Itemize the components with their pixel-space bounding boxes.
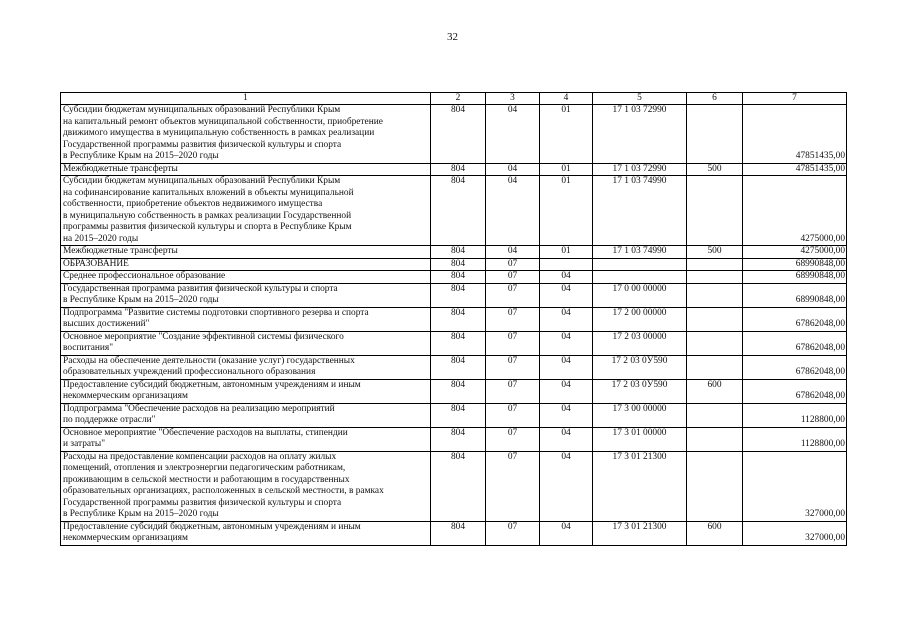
- row-name: Расходы на обеспечение деятельности (оказание услуг) государственных образовательных учреждений профессионального образования: [61, 355, 431, 379]
- ministry-code: 804: [431, 331, 486, 355]
- amount-value: 327000,00: [743, 521, 847, 545]
- subsection-code: 04: [540, 355, 593, 379]
- amount-value: 1128800,00: [743, 403, 847, 427]
- row-name: Межбюджетные трансферты: [61, 246, 431, 259]
- ministry-code: 804: [431, 379, 486, 403]
- amount-value: 68990848,00: [743, 258, 847, 271]
- expense-type-code: [687, 307, 743, 331]
- section-code: 07: [486, 258, 540, 271]
- section-code: 04: [486, 163, 540, 176]
- column-header: 1: [61, 93, 431, 105]
- row-name: ОБРАЗОВАНИЕ: [61, 258, 431, 271]
- expense-type-code: 500: [687, 163, 743, 176]
- row-name: Межбюджетные трансферты: [61, 163, 431, 176]
- column-header: 2: [431, 93, 486, 105]
- ministry-code: 804: [431, 283, 486, 307]
- subsection-code: 01: [540, 163, 593, 176]
- row-name: Подпрограмма "Обеспечение расходов на реализацию мероприятий по поддержке отрасли": [61, 403, 431, 427]
- amount-value: 67862048,00: [743, 307, 847, 331]
- table-row: [61, 403, 847, 427]
- row-name: Субсидии бюджетам муниципальных образований Республики Крым на капитальный ремонт объектов муниципальной собственности, приобретение движимого имущества в муниципальную собственность в рамках реализации Государственной программы развития физической культуры и спорта в Республике Крым на 2015–2020 годы: [61, 105, 431, 164]
- row-name: Подпрограмма "Развитие системы подготовки спортивного резерва и спорта высших достижений": [61, 307, 431, 331]
- ministry-code: 804: [431, 521, 486, 545]
- table-row: [61, 246, 847, 259]
- subsection-code: 01: [540, 246, 593, 259]
- target-article-code: 17 2 03 0У590: [593, 379, 687, 403]
- amount-value: 67862048,00: [743, 379, 847, 403]
- subsection-code: 04: [540, 307, 593, 331]
- amount-value: 67862048,00: [743, 331, 847, 355]
- ministry-code: 804: [431, 427, 486, 451]
- target-article-code: 17 3 01 21300: [593, 451, 687, 521]
- ministry-code: 804: [431, 105, 486, 164]
- ministry-code: 804: [431, 451, 486, 521]
- target-article-code: 17 3 01 21300: [593, 521, 687, 545]
- section-code: 07: [486, 283, 540, 307]
- row-name: Основное мероприятие "Создание эффективной системы физического воспитания": [61, 331, 431, 355]
- budget-table: [60, 92, 847, 546]
- section-code: 07: [486, 379, 540, 403]
- table-row: [61, 355, 847, 379]
- column-header: 4: [540, 93, 593, 105]
- column-header: 6: [687, 93, 743, 105]
- ministry-code: 804: [431, 307, 486, 331]
- ministry-code: 804: [431, 258, 486, 271]
- amount-value: 47851435,00: [743, 163, 847, 176]
- row-name: Расходы на предоставление компенсации расходов на оплату жилых помещений, отопления и электроэнергии педагогическим работникам, проживающим в сельской местности и работающим в государственных образовательных организациях, расположенных в сельской местности, в рамках Государственной программы развития физической культуры и спорта в Республике Крым на 2015–2020 годы: [61, 451, 431, 521]
- expense-type-code: 600: [687, 521, 743, 545]
- section-code: 07: [486, 355, 540, 379]
- expense-type-code: 600: [687, 379, 743, 403]
- page-number: 32: [447, 31, 458, 43]
- subsection-code: 04: [540, 271, 593, 284]
- target-article-code: 17 1 03 72990: [593, 163, 687, 176]
- ministry-code: 804: [431, 403, 486, 427]
- row-name: Среднее профессиональное образование: [61, 271, 431, 284]
- amount-value: 68990848,00: [743, 271, 847, 284]
- row-name: Предоставление субсидий бюджетным, автономным учреждениям и иным некоммерческим организациям: [61, 379, 431, 403]
- table-row: [61, 331, 847, 355]
- target-article-code: 17 1 03 74990: [593, 246, 687, 259]
- ministry-code: 804: [431, 355, 486, 379]
- table-body: [61, 105, 847, 546]
- table-row: [61, 451, 847, 521]
- table-row: [61, 105, 847, 164]
- target-article-code: 17 2 00 00000: [593, 307, 687, 331]
- expense-type-code: [687, 331, 743, 355]
- ministry-code: 804: [431, 176, 486, 246]
- table-header-row: [61, 93, 847, 105]
- amount-value: 4275000,00: [743, 246, 847, 259]
- table-row: [61, 427, 847, 451]
- ministry-code: 804: [431, 271, 486, 284]
- expense-type-code: [687, 355, 743, 379]
- expense-type-code: [687, 176, 743, 246]
- amount-value: 67862048,00: [743, 355, 847, 379]
- section-code: 07: [486, 331, 540, 355]
- section-code: 07: [486, 403, 540, 427]
- subsection-code: 04: [540, 451, 593, 521]
- ministry-code: 804: [431, 163, 486, 176]
- subsection-code: 04: [540, 331, 593, 355]
- section-code: 07: [486, 451, 540, 521]
- table-row: [61, 283, 847, 307]
- row-name: Основное мероприятие "Обеспечение расходов на выплаты, стипендии и затраты": [61, 427, 431, 451]
- subsection-code: 04: [540, 403, 593, 427]
- target-article-code: 17 0 00 00000: [593, 283, 687, 307]
- subsection-code: 01: [540, 105, 593, 164]
- expense-type-code: [687, 105, 743, 164]
- target-article-code: 17 3 01 00000: [593, 427, 687, 451]
- section-code: 04: [486, 246, 540, 259]
- section-code: 07: [486, 427, 540, 451]
- section-code: 07: [486, 521, 540, 545]
- row-name: Государственная программа развития физической культуры и спорта в Республике Крым на 2015–2020 годы: [61, 283, 431, 307]
- row-name: Субсидии бюджетам муниципальных образований Республики Крым на софинансирование капитальных вложений в объекты муниципальной собственности, приобретение объектов недвижимого имущества в муниципальную собственность в рамках реализации Государственной программы развития физической культуры и спорта в Республике Крым на 2015–2020 годы: [61, 176, 431, 246]
- amount-value: 1128800,00: [743, 427, 847, 451]
- amount-value: 327000,00: [743, 451, 847, 521]
- subsection-code: 04: [540, 379, 593, 403]
- expense-type-code: [687, 403, 743, 427]
- subsection-code: 04: [540, 283, 593, 307]
- target-article-code: 17 1 03 74990: [593, 176, 687, 246]
- expense-type-code: [687, 258, 743, 271]
- table-row: [61, 307, 847, 331]
- subsection-code: 04: [540, 521, 593, 545]
- amount-value: 47851435,00: [743, 105, 847, 164]
- section-code: 07: [486, 271, 540, 284]
- column-header: 7: [743, 93, 847, 105]
- expense-type-code: [687, 271, 743, 284]
- table-row: [61, 271, 847, 284]
- expense-type-code: [687, 451, 743, 521]
- target-article-code: 17 3 00 00000: [593, 403, 687, 427]
- target-article-code: 17 2 03 00000: [593, 331, 687, 355]
- target-article-code: 17 1 03 72990: [593, 105, 687, 164]
- table-row: [61, 521, 847, 545]
- section-code: 07: [486, 307, 540, 331]
- section-code: 04: [486, 105, 540, 164]
- subsection-code: 04: [540, 427, 593, 451]
- row-name: Предоставление субсидий бюджетным, автономным учреждениям и иным некоммерческим организациям: [61, 521, 431, 545]
- expense-type-code: [687, 283, 743, 307]
- amount-value: 68990848,00: [743, 283, 847, 307]
- table-row: [61, 163, 847, 176]
- section-code: 04: [486, 176, 540, 246]
- expense-type-code: [687, 427, 743, 451]
- table-row: [61, 176, 847, 246]
- ministry-code: 804: [431, 246, 486, 259]
- column-header: 3: [486, 93, 540, 105]
- expense-type-code: 500: [687, 246, 743, 259]
- column-header: 5: [593, 93, 687, 105]
- target-article-code: [593, 271, 687, 284]
- table-row: [61, 258, 847, 271]
- table-row: [61, 379, 847, 403]
- amount-value: 4275000,00: [743, 176, 847, 246]
- subsection-code: 01: [540, 176, 593, 246]
- target-article-code: [593, 258, 687, 271]
- subsection-code: [540, 258, 593, 271]
- target-article-code: 17 2 03 0У590: [593, 355, 687, 379]
